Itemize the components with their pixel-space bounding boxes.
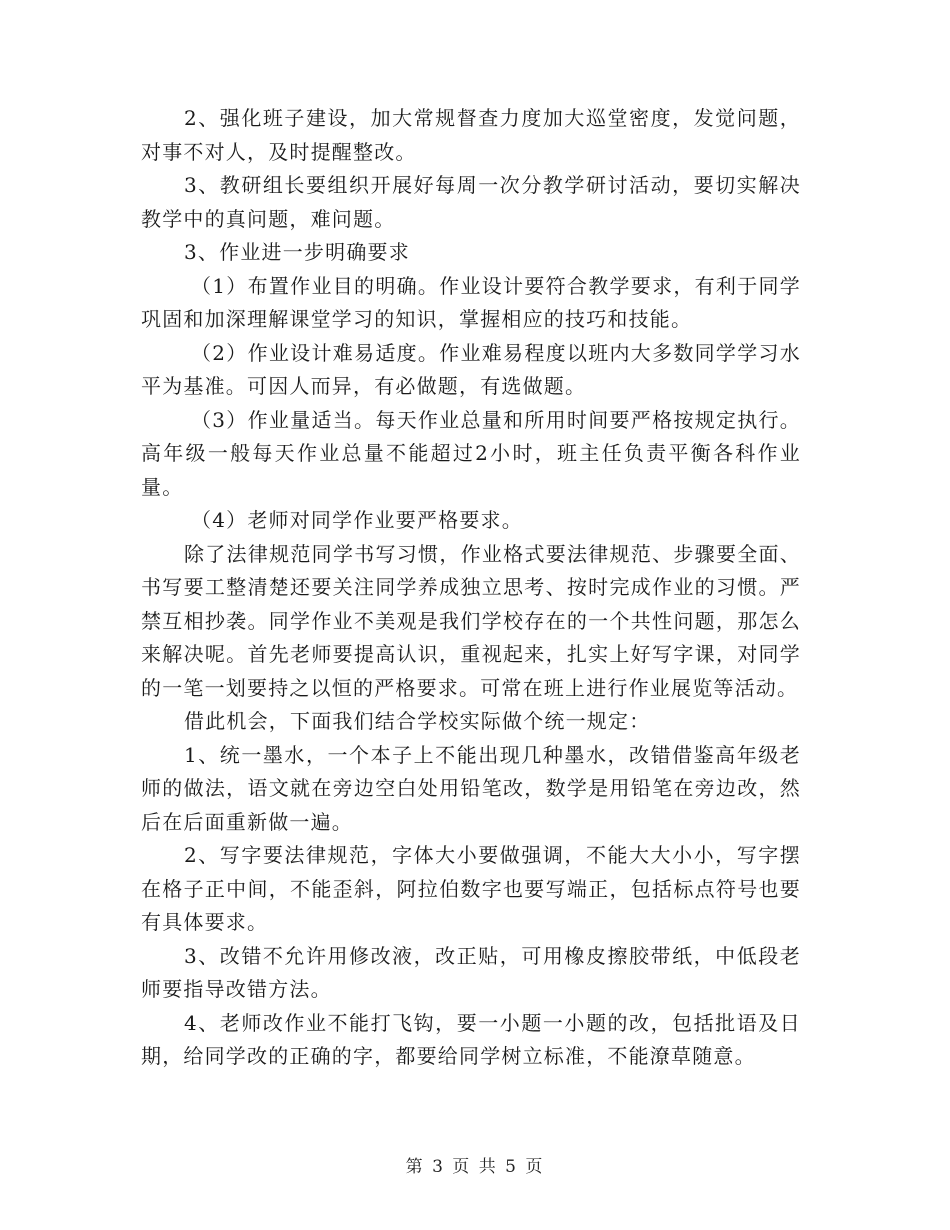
paragraph: 1、统一墨水，一个本子上不能出现几种墨水，改错借鉴高年级老师的做法，语文就在旁边空白处用铅笔改，数学是用铅笔在旁边改，然后在后面重新做一遍。 — [141, 742, 801, 834]
page-number-footer: 第 3 页 共 5 页 — [405, 1157, 545, 1177]
paragraph: 借此机会，下面我们结合学校实际做个统一规定： — [184, 709, 651, 733]
paragraph: 3、改错不允许用修改液，改正贴，可用橡皮擦胶带纸，中低段老师要指导改错方法。 — [141, 943, 801, 1001]
document-body — [141, 102, 801, 1074]
paragraph: 4、老师改作业不能打飞钩，要一小题一小题的改，包括批语及日期，给同学改的正确的字，都要给同学树立标准，不能潦草随意。 — [141, 1010, 801, 1068]
paragraph: （3）作业量适当。每天作业总量和所用时间要严格按规定执行。高年级一般每天作业总量不能超过2小时，班主任负责平衡各科作业量。 — [141, 407, 801, 499]
paragraph: （2）作业设计难易适度。作业难易程度以班内大多数同学学习水平为基准。可因人而异，有必做题，有选做题。 — [141, 340, 801, 398]
paragraph: （1）布置作业目的明确。作业设计要符合教学要求，有利于同学巩固和加深理解课堂学习的知识，掌握相应的技巧和技能。 — [141, 273, 801, 331]
section-heading: 3、作业进一步明确要求 — [184, 240, 410, 264]
paragraph: 2、强化班子建设，加大常规督查力度加大巡堂密度，发觉问题，对事不对人，及时提醒整改。 — [141, 106, 801, 164]
paragraph: 除了法律规范同学书写习惯，作业格式要法律规范、步骤要全面、书写要工整清楚还要关注同学养成独立思考、按时完成作业的习惯。严禁互相抄袭。同学作业不美观是我们学校存在的一个共性问题，那怎么来解决呢。首先老师要提高认识，重视起来，扎实上好写字课，对同学的一笔一划要持之以恒的严格要求。可常在班上进行作业展览等活动。 — [141, 541, 801, 700]
paragraph: 3、教研组长要组织开展好每周一次分教学研讨活动，要切实解决教学中的真问题，难问题。 — [141, 173, 801, 231]
paragraph: 2、写字要法律规范，字体大小要做强调，不能大大小小，写字摆在格子正中间，不能歪斜，阿拉伯数字也要写端正，包括标点符号也要有具体要求。 — [141, 843, 801, 934]
paragraph: （4）老师对同学作业要严格要求。 — [191, 508, 523, 532]
